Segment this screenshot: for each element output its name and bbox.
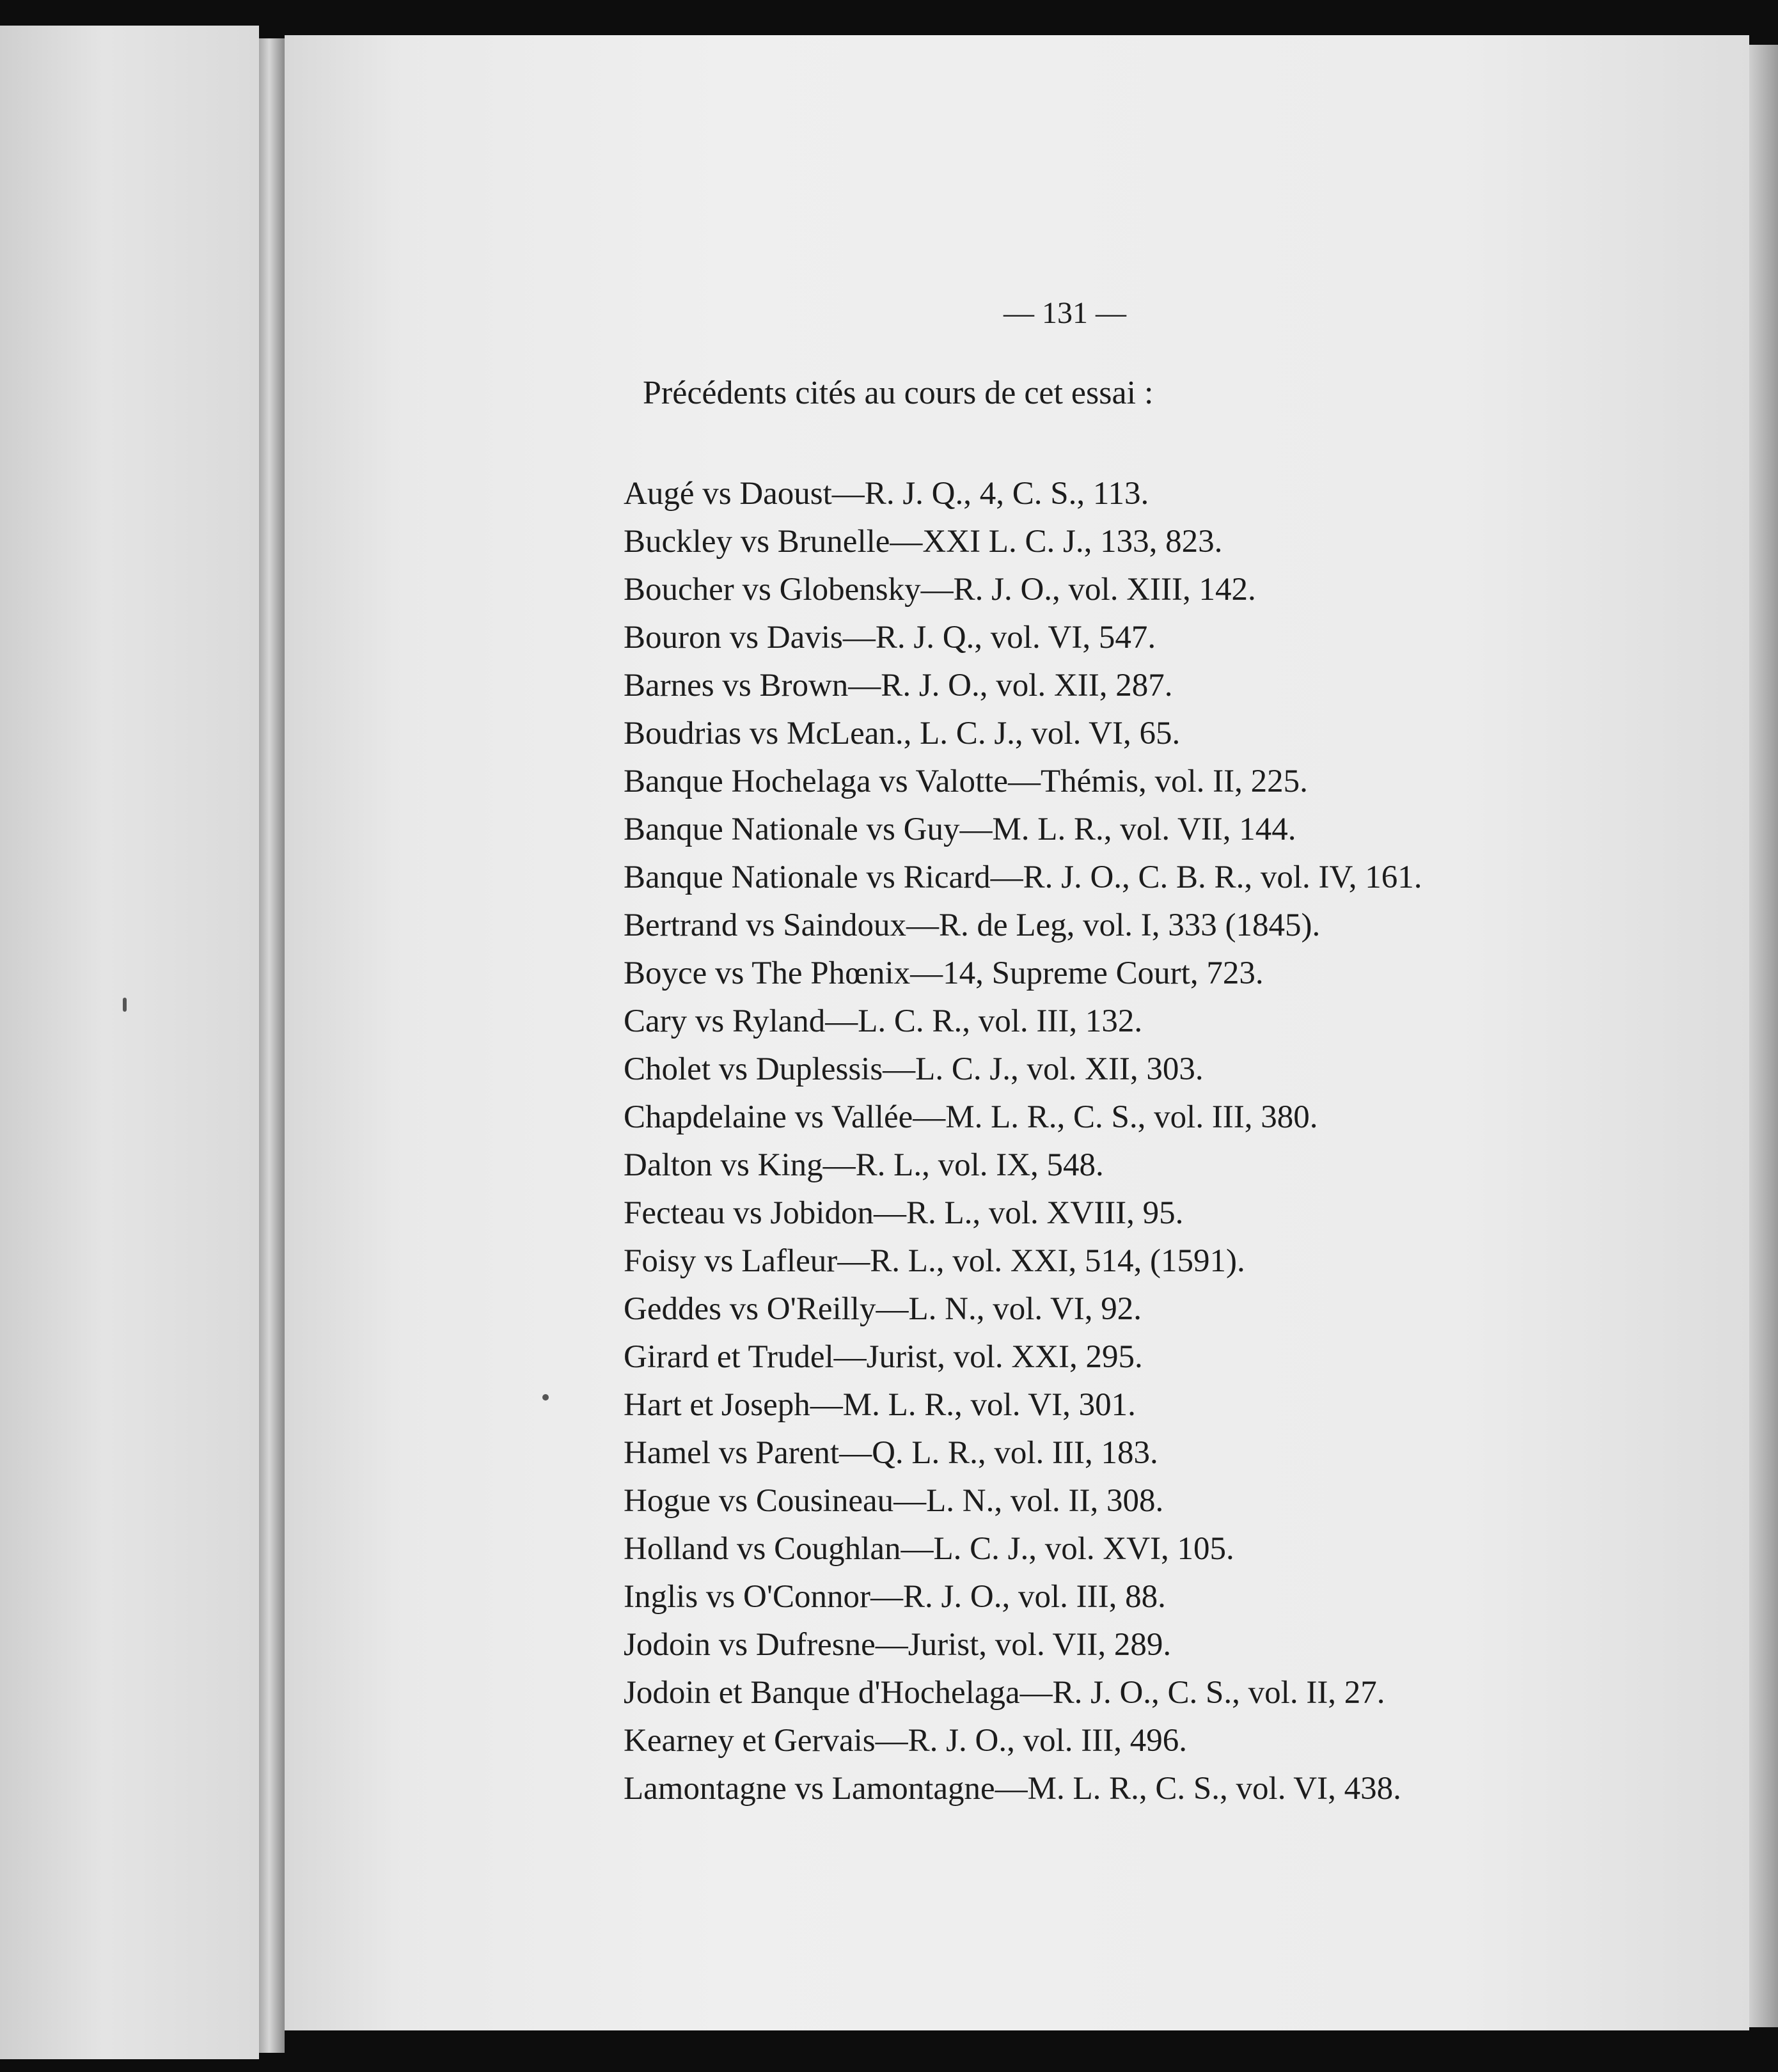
citation-item: Dalton vs King—R. L., vol. IX, 548.: [624, 1147, 1104, 1183]
citation-item: Augé vs Daoust—R. J. Q., 4, C. S., 113.: [624, 476, 1149, 512]
citation-item: Bertrand vs Saindoux—R. de Leg, vol. I, 333 (1845).: [624, 907, 1321, 943]
citation-item: Jodoin vs Dufresne—Jurist, vol. VII, 289.: [624, 1627, 1172, 1663]
citation-item: Hart et Joseph—M. L. R., vol. VI, 301.: [624, 1387, 1136, 1423]
ink-speck: [123, 998, 127, 1012]
citation-item: Cholet vs Duplessis—L. C. J., vol. XII, 303.: [624, 1051, 1204, 1087]
citation-item: Hamel vs Parent—Q. L. R., vol. III, 183.: [624, 1435, 1158, 1471]
citation-item: Chapdelaine vs Vallée—M. L. R., C. S., vol. III, 380.: [624, 1099, 1318, 1135]
citation-item: Girard et Trudel—Jurist, vol. XXI, 295.: [624, 1339, 1143, 1375]
citation-item: Barnes vs Brown—R. J. O., vol. XII, 287.: [624, 668, 1173, 703]
citation-item: Banque Nationale vs Guy—M. L. R., vol. VII, 144.: [624, 812, 1296, 847]
page-right-edge: [1749, 45, 1778, 2027]
citation-list: [624, 470, 1422, 1813]
citation-item: Kearney et Gervais—R. J. O., vol. III, 496.: [624, 1723, 1187, 1759]
citation-item: Boyce vs The Phœnix—14, Supreme Court, 723.: [624, 955, 1264, 991]
citation-item: Boucher vs Globensky—R. J. O., vol. XIII, 142.: [624, 572, 1256, 608]
citation-item: Hogue vs Cousineau—L. N., vol. II, 308.: [624, 1483, 1164, 1519]
left-page-leaf: [0, 26, 259, 2059]
citation-item: Geddes vs O'Reilly—L. N., vol. VI, 92.: [624, 1291, 1142, 1327]
citation-item: Foisy vs Lafleur—R. L., vol. XXI, 514, (1591).: [624, 1243, 1245, 1279]
ink-speck: [542, 1394, 549, 1401]
citation-item: Fecteau vs Jobidon—R. L., vol. XVIII, 95.: [624, 1195, 1184, 1231]
citation-item: Banque Hochelaga vs Valotte—Thémis, vol. II, 225.: [624, 764, 1308, 799]
citation-item: Banque Nationale vs Ricard—R. J. O., C. B. R., vol. IV, 161.: [624, 859, 1422, 895]
citation-item: Boudrias vs McLean., L. C. J., vol. VI, 65.: [624, 716, 1181, 751]
citation-item: Bouron vs Davis—R. J. Q., vol. VI, 547.: [624, 620, 1156, 655]
citation-item: Holland vs Coughlan—L. C. J., vol. XVI, 105.: [624, 1531, 1234, 1567]
citation-item: Buckley vs Brunelle—XXI L. C. J., 133, 823.: [624, 524, 1223, 560]
page-number: — 131 —: [1003, 296, 1126, 330]
citation-item: Inglis vs O'Connor—R. J. O., vol. III, 88.: [624, 1579, 1166, 1615]
page-heading: Précédents cités au cours de cet essai :: [643, 375, 1154, 411]
citation-item: Jodoin et Banque d'Hochelaga—R. J. O., C. S., vol. II, 27.: [624, 1675, 1385, 1711]
citation-item: Lamontagne vs Lamontagne—M. L. R., C. S., vol. VI, 438.: [624, 1771, 1401, 1807]
book-spine-edge: [259, 38, 285, 2053]
citation-item: Cary vs Ryland—L. C. R., vol. III, 132.: [624, 1003, 1143, 1039]
